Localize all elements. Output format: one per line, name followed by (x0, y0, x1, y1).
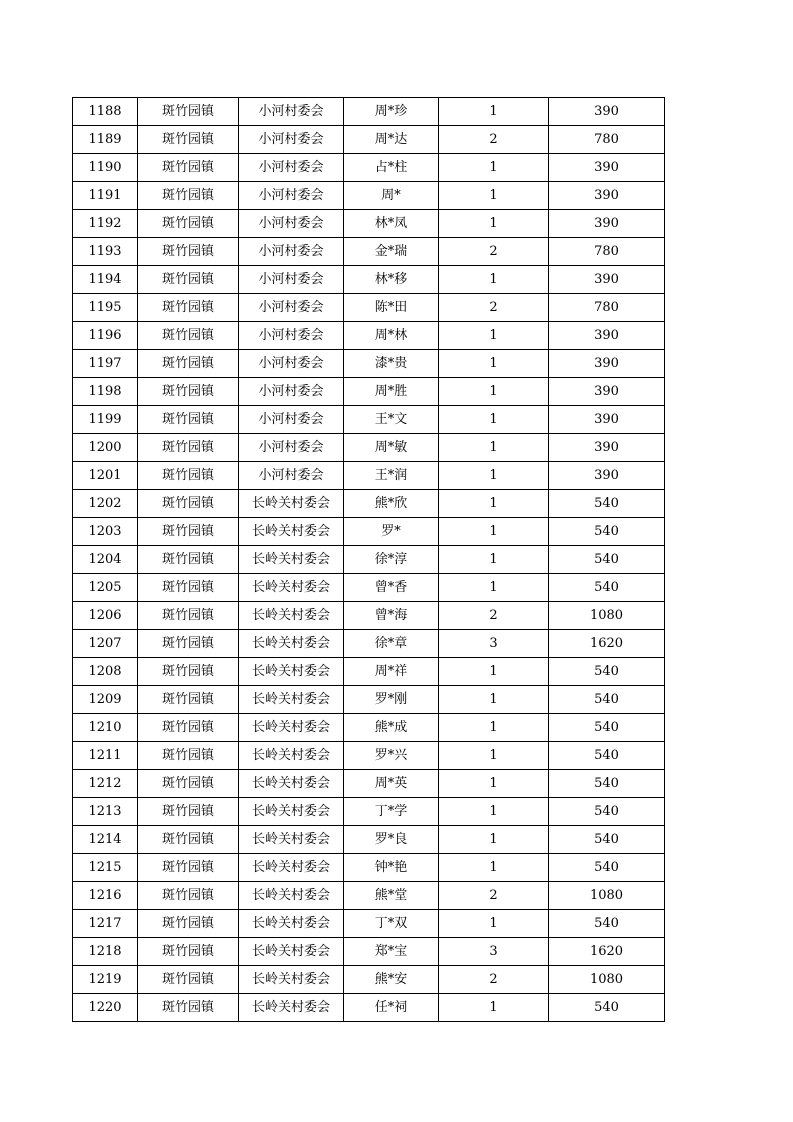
row-number-cell: 1188 (73, 98, 138, 126)
name-cell: 周*敏 (344, 434, 439, 462)
row-number-cell: 1200 (73, 434, 138, 462)
name-cell: 罗*刚 (344, 686, 439, 714)
row-number-cell: 1215 (73, 854, 138, 882)
row-number-cell: 1212 (73, 770, 138, 798)
village-cell: 小河村委会 (239, 406, 344, 434)
name-cell: 林*移 (344, 266, 439, 294)
amount-cell: 390 (549, 350, 665, 378)
village-cell: 长岭关村委会 (239, 966, 344, 994)
count-cell: 1 (439, 266, 549, 294)
count-cell: 1 (439, 210, 549, 238)
village-cell: 长岭关村委会 (239, 938, 344, 966)
row-number-cell: 1217 (73, 910, 138, 938)
amount-cell: 540 (549, 910, 665, 938)
row-number-cell: 1214 (73, 826, 138, 854)
count-cell: 1 (439, 742, 549, 770)
count-cell: 1 (439, 434, 549, 462)
table-row (73, 462, 665, 490)
town-cell: 斑竹园镇 (138, 154, 239, 182)
count-cell: 1 (439, 154, 549, 182)
count-cell: 3 (439, 630, 549, 658)
count-cell: 2 (439, 966, 549, 994)
amount-cell: 540 (549, 742, 665, 770)
row-number-cell: 1203 (73, 518, 138, 546)
village-cell: 长岭关村委会 (239, 490, 344, 518)
name-cell: 周* (344, 182, 439, 210)
row-number-cell: 1190 (73, 154, 138, 182)
row-number-cell: 1211 (73, 742, 138, 770)
table-row (73, 322, 665, 350)
row-number-cell: 1208 (73, 658, 138, 686)
count-cell: 3 (439, 938, 549, 966)
village-cell: 长岭关村委会 (239, 994, 344, 1022)
row-number-cell: 1206 (73, 602, 138, 630)
count-cell: 1 (439, 574, 549, 602)
count-cell: 1 (439, 658, 549, 686)
name-cell: 周*英 (344, 770, 439, 798)
amount-cell: 1620 (549, 938, 665, 966)
village-cell: 长岭关村委会 (239, 574, 344, 602)
table-row (73, 490, 665, 518)
name-cell: 曾*香 (344, 574, 439, 602)
row-number-cell: 1220 (73, 994, 138, 1022)
name-cell: 徐*淳 (344, 546, 439, 574)
count-cell: 1 (439, 406, 549, 434)
amount-cell: 390 (549, 154, 665, 182)
town-cell: 斑竹园镇 (138, 910, 239, 938)
village-cell: 小河村委会 (239, 462, 344, 490)
table-row (73, 294, 665, 322)
village-cell: 小河村委会 (239, 266, 344, 294)
village-cell: 长岭关村委会 (239, 826, 344, 854)
count-cell: 1 (439, 826, 549, 854)
town-cell: 斑竹园镇 (138, 574, 239, 602)
table-row (73, 770, 665, 798)
count-cell: 1 (439, 462, 549, 490)
name-cell: 罗* (344, 518, 439, 546)
table-row (73, 966, 665, 994)
town-cell: 斑竹园镇 (138, 630, 239, 658)
town-cell: 斑竹园镇 (138, 434, 239, 462)
data-table (72, 97, 665, 1022)
table-row (73, 210, 665, 238)
count-cell: 1 (439, 518, 549, 546)
count-cell: 2 (439, 882, 549, 910)
amount-cell: 540 (549, 854, 665, 882)
village-cell: 长岭关村委会 (239, 770, 344, 798)
name-cell: 周*林 (344, 322, 439, 350)
count-cell: 1 (439, 350, 549, 378)
count-cell: 2 (439, 238, 549, 266)
count-cell: 1 (439, 546, 549, 574)
village-cell: 长岭关村委会 (239, 798, 344, 826)
village-cell: 小河村委会 (239, 294, 344, 322)
name-cell: 罗*良 (344, 826, 439, 854)
row-number-cell: 1192 (73, 210, 138, 238)
count-cell: 1 (439, 798, 549, 826)
village-cell: 小河村委会 (239, 98, 344, 126)
table-row (73, 798, 665, 826)
town-cell: 斑竹园镇 (138, 714, 239, 742)
amount-cell: 540 (549, 546, 665, 574)
town-cell: 斑竹园镇 (138, 350, 239, 378)
row-number-cell: 1189 (73, 126, 138, 154)
name-cell: 曾*海 (344, 602, 439, 630)
row-number-cell: 1193 (73, 238, 138, 266)
table-row (73, 686, 665, 714)
name-cell: 熊*欣 (344, 490, 439, 518)
row-number-cell: 1191 (73, 182, 138, 210)
amount-cell: 390 (549, 462, 665, 490)
village-cell: 小河村委会 (239, 210, 344, 238)
town-cell: 斑竹园镇 (138, 294, 239, 322)
count-cell: 1 (439, 910, 549, 938)
name-cell: 王*润 (344, 462, 439, 490)
name-cell: 丁*双 (344, 910, 439, 938)
table-row (73, 98, 665, 126)
amount-cell: 1080 (549, 882, 665, 910)
amount-cell: 540 (549, 518, 665, 546)
table-row (73, 658, 665, 686)
count-cell: 1 (439, 378, 549, 406)
name-cell: 郑*宝 (344, 938, 439, 966)
amount-cell: 780 (549, 238, 665, 266)
name-cell: 王*文 (344, 406, 439, 434)
name-cell: 周*达 (344, 126, 439, 154)
table-row (73, 518, 665, 546)
table-row (73, 434, 665, 462)
name-cell: 林*凤 (344, 210, 439, 238)
town-cell: 斑竹园镇 (138, 406, 239, 434)
amount-cell: 540 (549, 574, 665, 602)
village-cell: 小河村委会 (239, 378, 344, 406)
table-row (73, 546, 665, 574)
village-cell: 小河村委会 (239, 154, 344, 182)
count-cell: 2 (439, 602, 549, 630)
town-cell: 斑竹园镇 (138, 770, 239, 798)
table-row (73, 882, 665, 910)
name-cell: 周*祥 (344, 658, 439, 686)
name-cell: 占*柱 (344, 154, 439, 182)
table-row (73, 994, 665, 1022)
table-row (73, 938, 665, 966)
village-cell: 长岭关村委会 (239, 882, 344, 910)
name-cell: 熊*安 (344, 966, 439, 994)
village-cell: 长岭关村委会 (239, 602, 344, 630)
amount-cell: 780 (549, 294, 665, 322)
amount-cell: 540 (549, 770, 665, 798)
count-cell: 1 (439, 854, 549, 882)
amount-cell: 540 (549, 994, 665, 1022)
village-cell: 长岭关村委会 (239, 686, 344, 714)
town-cell: 斑竹园镇 (138, 882, 239, 910)
name-cell: 周*珍 (344, 98, 439, 126)
table-row (73, 602, 665, 630)
village-cell: 小河村委会 (239, 238, 344, 266)
row-number-cell: 1210 (73, 714, 138, 742)
name-cell: 罗*兴 (344, 742, 439, 770)
table-row (73, 154, 665, 182)
town-cell: 斑竹园镇 (138, 546, 239, 574)
town-cell: 斑竹园镇 (138, 490, 239, 518)
count-cell: 1 (439, 686, 549, 714)
row-number-cell: 1201 (73, 462, 138, 490)
town-cell: 斑竹园镇 (138, 462, 239, 490)
table-row (73, 350, 665, 378)
count-cell: 1 (439, 490, 549, 518)
table-row (73, 406, 665, 434)
town-cell: 斑竹园镇 (138, 938, 239, 966)
row-number-cell: 1195 (73, 294, 138, 322)
name-cell: 周*胜 (344, 378, 439, 406)
amount-cell: 540 (549, 658, 665, 686)
table-row (73, 742, 665, 770)
town-cell: 斑竹园镇 (138, 994, 239, 1022)
count-cell: 2 (439, 126, 549, 154)
amount-cell: 540 (549, 826, 665, 854)
name-cell: 金*瑞 (344, 238, 439, 266)
row-number-cell: 1196 (73, 322, 138, 350)
row-number-cell: 1194 (73, 266, 138, 294)
row-number-cell: 1197 (73, 350, 138, 378)
town-cell: 斑竹园镇 (138, 126, 239, 154)
amount-cell: 540 (549, 714, 665, 742)
name-cell: 任*祠 (344, 994, 439, 1022)
table-row (73, 266, 665, 294)
village-cell: 小河村委会 (239, 182, 344, 210)
table-row (73, 126, 665, 154)
village-cell: 长岭关村委会 (239, 518, 344, 546)
name-cell: 漆*贵 (344, 350, 439, 378)
town-cell: 斑竹园镇 (138, 98, 239, 126)
amount-cell: 390 (549, 378, 665, 406)
amount-cell: 540 (549, 798, 665, 826)
name-cell: 丁*学 (344, 798, 439, 826)
count-cell: 1 (439, 182, 549, 210)
town-cell: 斑竹园镇 (138, 210, 239, 238)
table-row (73, 378, 665, 406)
count-cell: 1 (439, 98, 549, 126)
row-number-cell: 1219 (73, 966, 138, 994)
amount-cell: 390 (549, 266, 665, 294)
town-cell: 斑竹园镇 (138, 742, 239, 770)
count-cell: 1 (439, 994, 549, 1022)
amount-cell: 540 (549, 490, 665, 518)
row-number-cell: 1204 (73, 546, 138, 574)
village-cell: 小河村委会 (239, 434, 344, 462)
table-row (73, 238, 665, 266)
village-cell: 长岭关村委会 (239, 630, 344, 658)
village-cell: 长岭关村委会 (239, 742, 344, 770)
name-cell: 钟*艳 (344, 854, 439, 882)
name-cell: 熊*堂 (344, 882, 439, 910)
amount-cell: 1620 (549, 630, 665, 658)
table-row (73, 574, 665, 602)
row-number-cell: 1209 (73, 686, 138, 714)
amount-cell: 540 (549, 686, 665, 714)
village-cell: 长岭关村委会 (239, 658, 344, 686)
town-cell: 斑竹园镇 (138, 966, 239, 994)
town-cell: 斑竹园镇 (138, 658, 239, 686)
amount-cell: 780 (549, 126, 665, 154)
village-cell: 长岭关村委会 (239, 910, 344, 938)
amount-cell: 390 (549, 434, 665, 462)
row-number-cell: 1202 (73, 490, 138, 518)
town-cell: 斑竹园镇 (138, 854, 239, 882)
town-cell: 斑竹园镇 (138, 826, 239, 854)
table-row (73, 182, 665, 210)
row-number-cell: 1216 (73, 882, 138, 910)
count-cell: 1 (439, 322, 549, 350)
row-number-cell: 1198 (73, 378, 138, 406)
amount-cell: 390 (549, 210, 665, 238)
count-cell: 1 (439, 714, 549, 742)
town-cell: 斑竹园镇 (138, 182, 239, 210)
table-row (73, 714, 665, 742)
town-cell: 斑竹园镇 (138, 798, 239, 826)
amount-cell: 390 (549, 182, 665, 210)
village-cell: 长岭关村委会 (239, 714, 344, 742)
town-cell: 斑竹园镇 (138, 378, 239, 406)
village-cell: 小河村委会 (239, 322, 344, 350)
name-cell: 熊*成 (344, 714, 439, 742)
name-cell: 徐*章 (344, 630, 439, 658)
town-cell: 斑竹园镇 (138, 686, 239, 714)
village-cell: 长岭关村委会 (239, 546, 344, 574)
count-cell: 1 (439, 770, 549, 798)
town-cell: 斑竹园镇 (138, 238, 239, 266)
row-number-cell: 1207 (73, 630, 138, 658)
amount-cell: 1080 (549, 966, 665, 994)
village-cell: 小河村委会 (239, 126, 344, 154)
row-number-cell: 1205 (73, 574, 138, 602)
town-cell: 斑竹园镇 (138, 518, 239, 546)
row-number-cell: 1213 (73, 798, 138, 826)
amount-cell: 1080 (549, 602, 665, 630)
village-cell: 长岭关村委会 (239, 854, 344, 882)
table-row (73, 630, 665, 658)
row-number-cell: 1199 (73, 406, 138, 434)
table-row (73, 854, 665, 882)
village-cell: 小河村委会 (239, 350, 344, 378)
name-cell: 陈*田 (344, 294, 439, 322)
town-cell: 斑竹园镇 (138, 266, 239, 294)
count-cell: 2 (439, 294, 549, 322)
town-cell: 斑竹园镇 (138, 602, 239, 630)
town-cell: 斑竹园镇 (138, 322, 239, 350)
table-body (73, 98, 665, 1022)
amount-cell: 390 (549, 406, 665, 434)
row-number-cell: 1218 (73, 938, 138, 966)
amount-cell: 390 (549, 98, 665, 126)
table-row (73, 826, 665, 854)
amount-cell: 390 (549, 322, 665, 350)
table-row (73, 910, 665, 938)
